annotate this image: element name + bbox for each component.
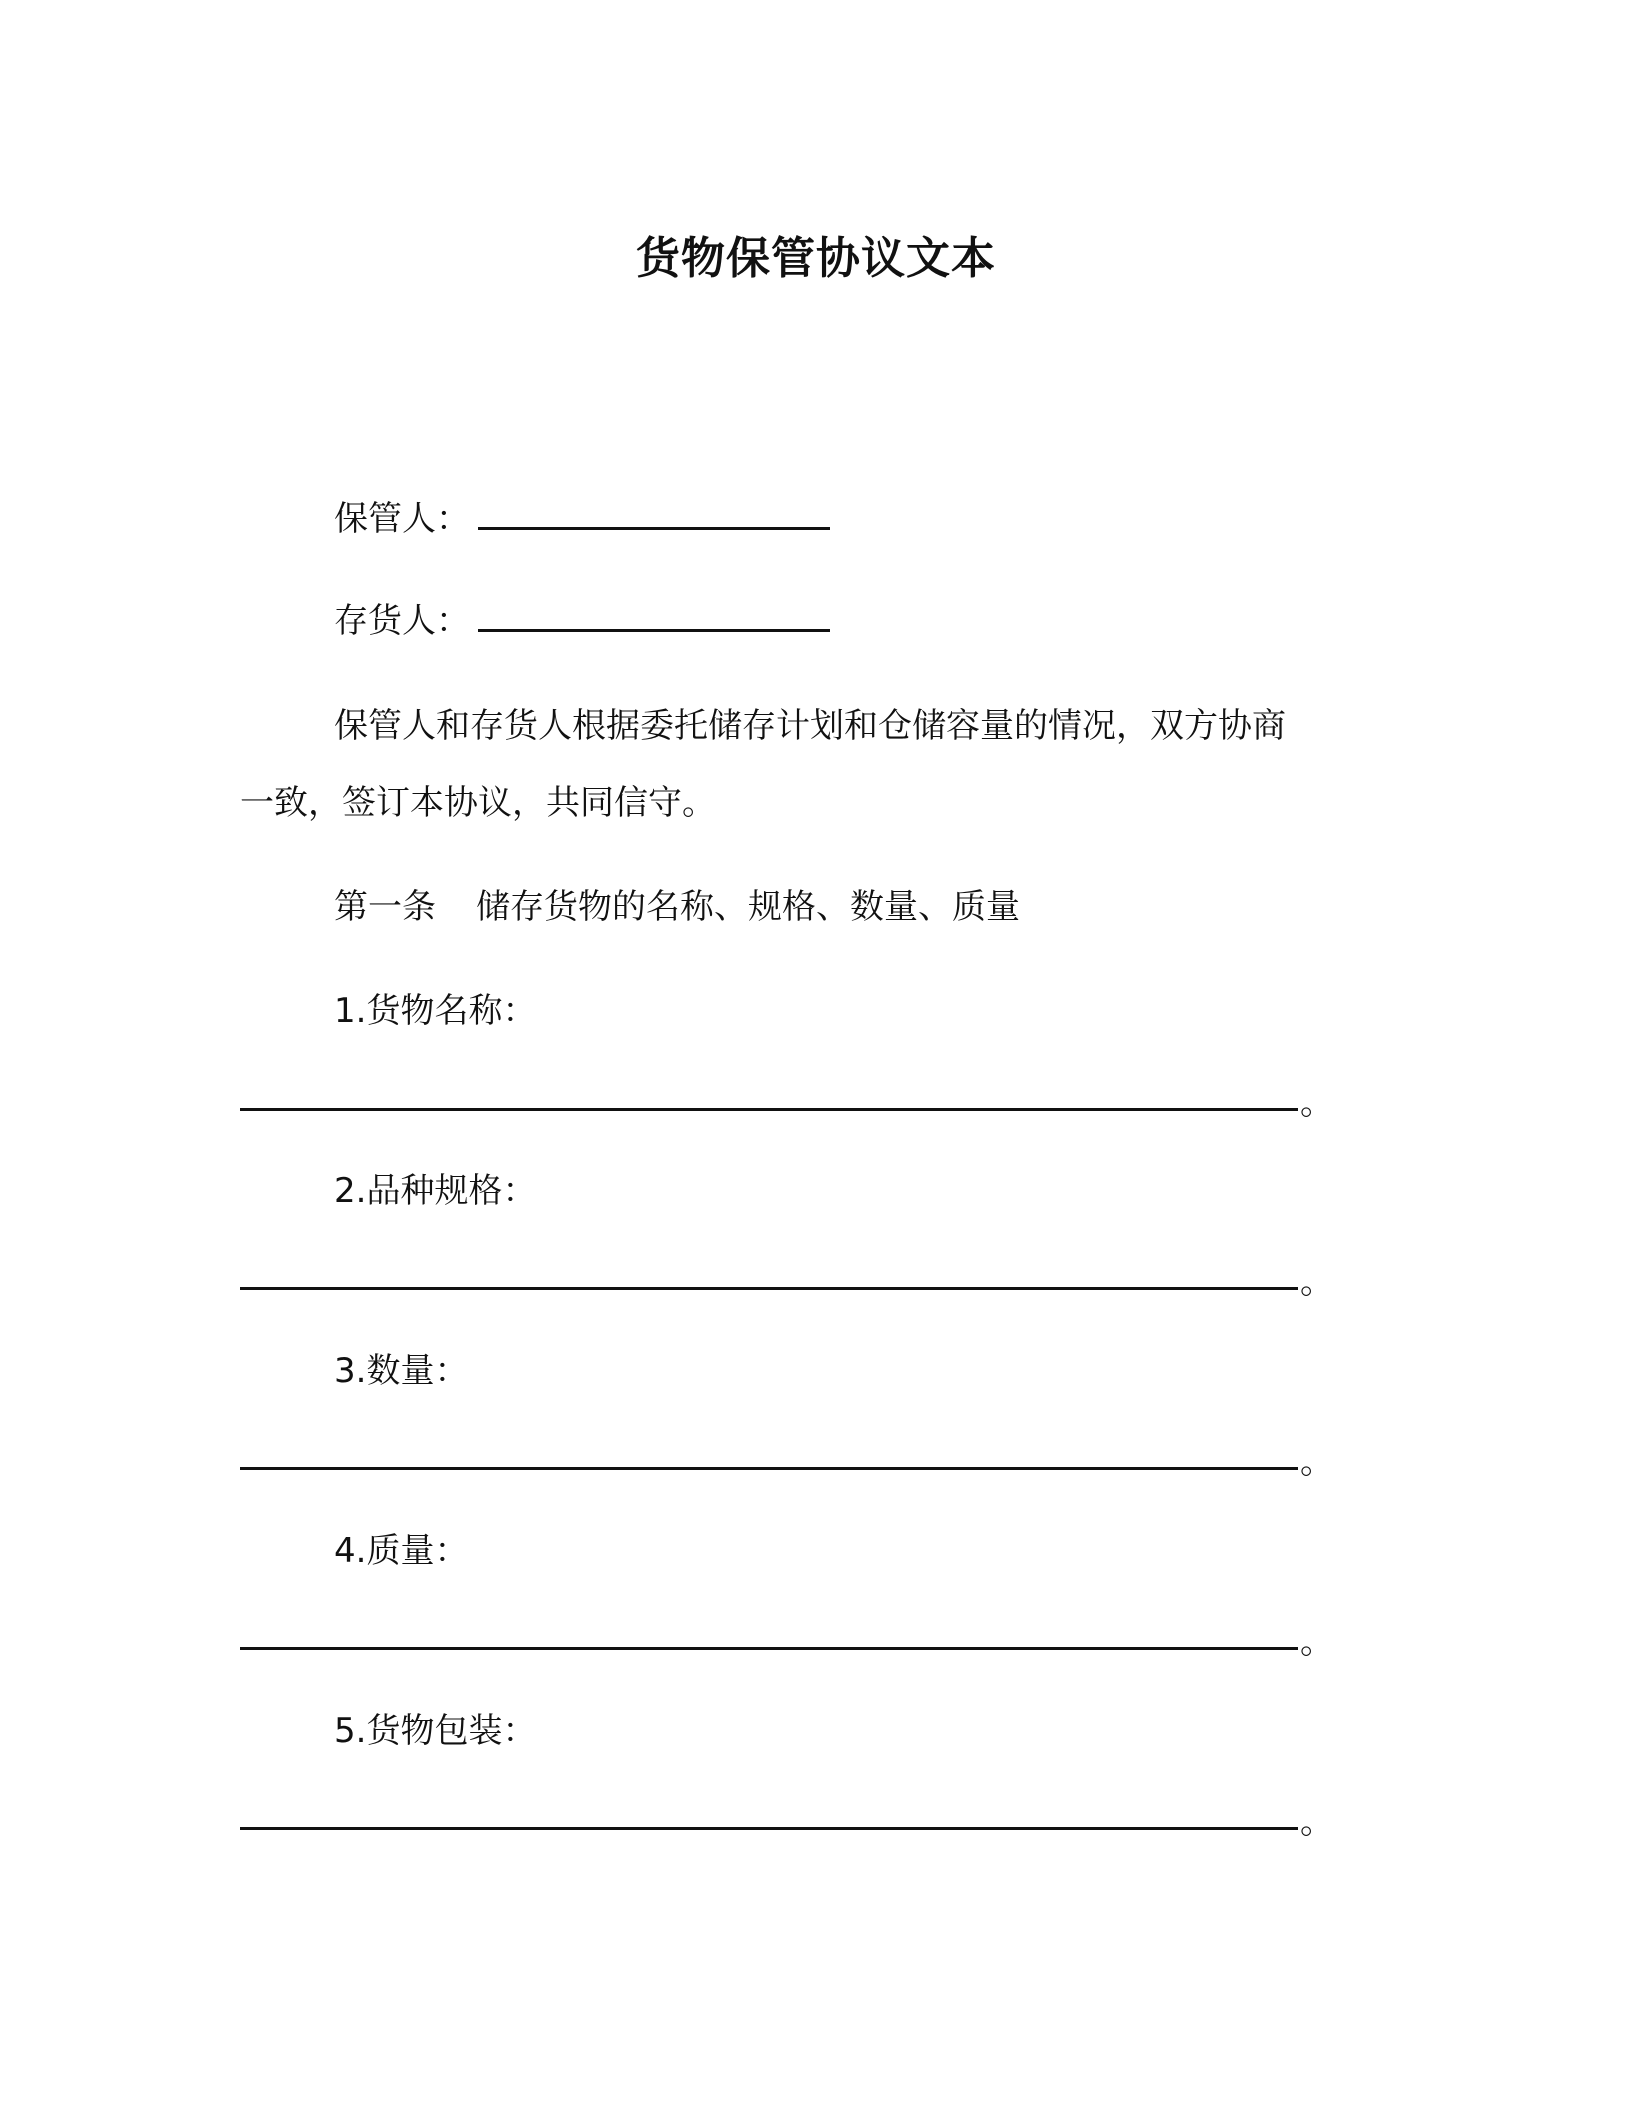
item-spec-period: 。: [1300, 1262, 1334, 1302]
article-1-title: 储存货物的名称、规格、数量、质量: [476, 887, 1020, 927]
item-goods-name-label: 1.货物名称：: [334, 991, 537, 1031]
item-spec-blank[interactable]: [240, 1287, 1298, 1290]
article-1-heading: [334, 884, 1020, 930]
item-packaging-blank[interactable]: [240, 1827, 1298, 1830]
article-1-number: 第一条: [334, 887, 436, 927]
item-quantity-blank[interactable]: [240, 1467, 1298, 1470]
keeper-row: [334, 496, 830, 542]
depositor-blank[interactable]: [478, 599, 830, 632]
item-quality-period: 。: [1300, 1622, 1334, 1662]
intro-line-2: 一致，签订本协议，共同信守。: [240, 783, 716, 823]
item-quality-label: 4.质量：: [334, 1531, 469, 1571]
item-goods-name-blank[interactable]: [240, 1108, 1298, 1111]
intro-line-1: 保管人和存货人根据委托储存计划和仓储容量的情况，双方协商: [334, 706, 1286, 746]
keeper-label: 保管人：: [334, 499, 470, 539]
keeper-blank[interactable]: [478, 497, 830, 530]
item-quantity-label: 3.数量：: [334, 1351, 469, 1391]
item-quality-blank[interactable]: [240, 1647, 1298, 1650]
item-quantity-period: 。: [1300, 1442, 1334, 1482]
depositor-label: 存货人：: [334, 601, 470, 641]
item-packaging-period: 。: [1300, 1802, 1334, 1842]
item-spec-label: 2.品种规格：: [334, 1171, 537, 1211]
item-packaging-label: 5.货物包装：: [334, 1711, 537, 1751]
item-goods-name-period: 。: [1300, 1083, 1334, 1123]
document-title: 货物保管协议文本: [636, 233, 996, 284]
depositor-row: [334, 598, 830, 644]
